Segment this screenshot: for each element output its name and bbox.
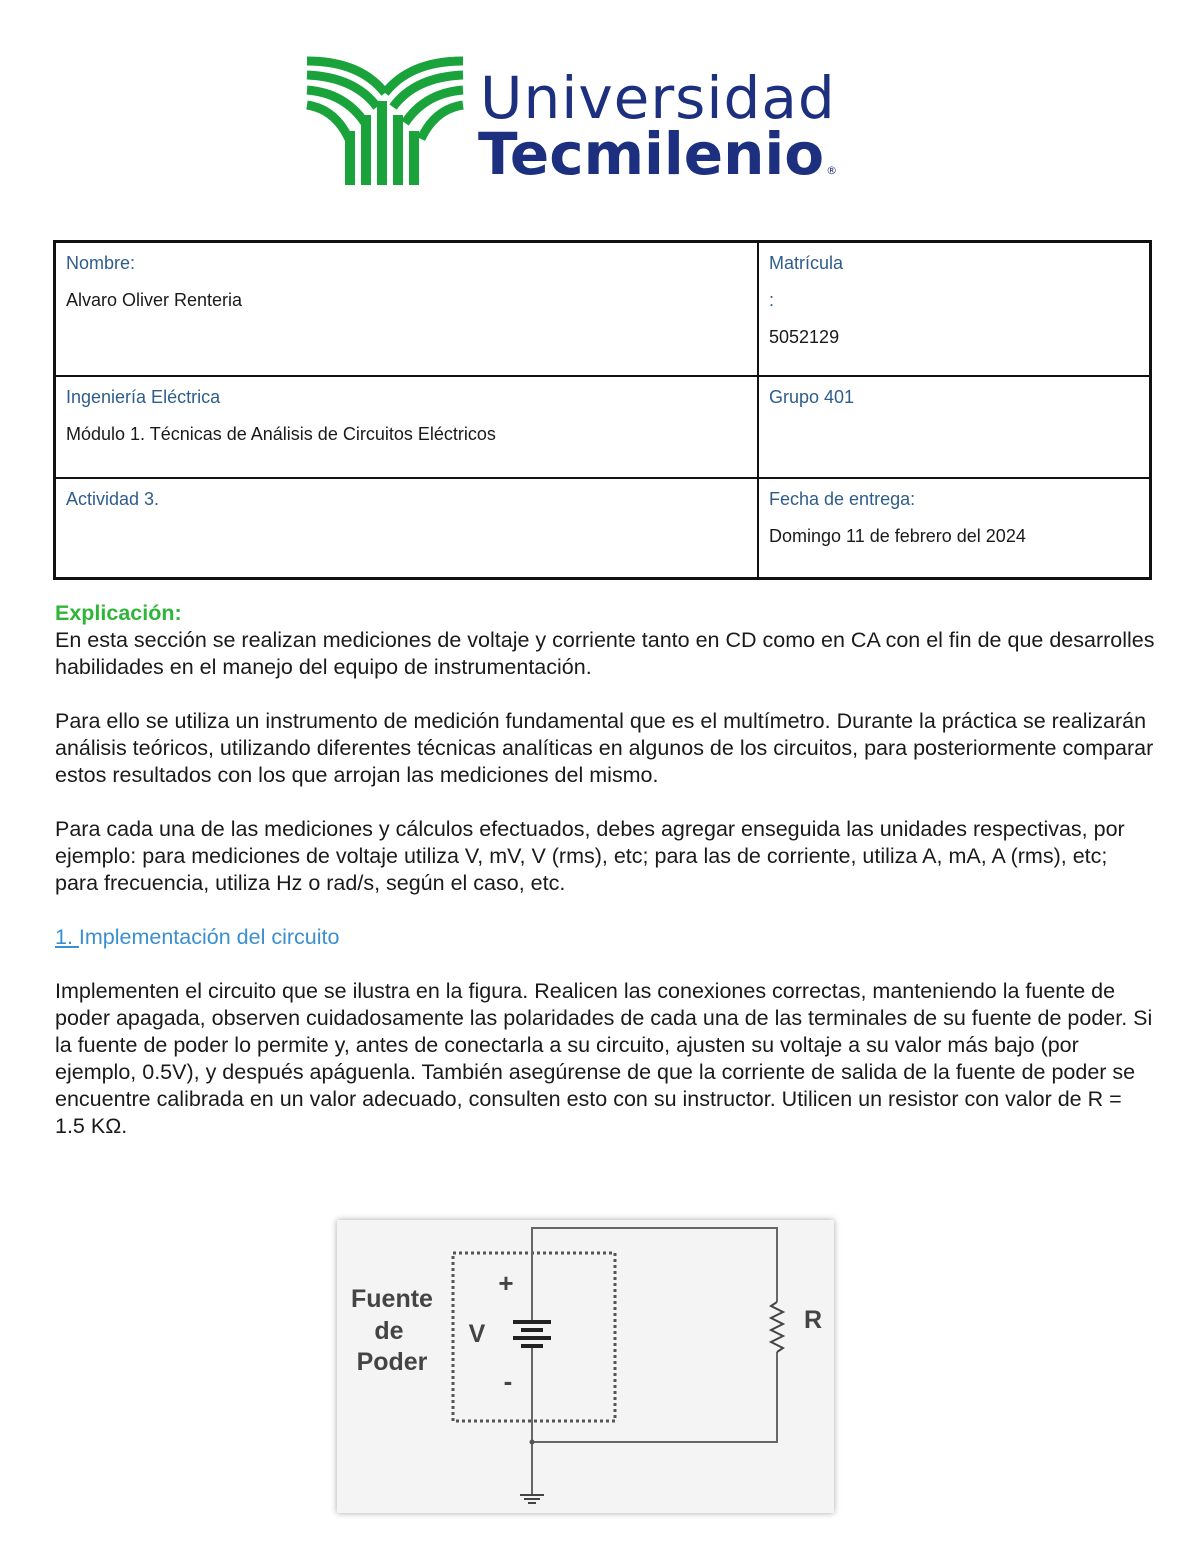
resistor-label: R <box>803 1306 823 1334</box>
fecha-cell <box>758 478 1151 579</box>
matricula-colon: : <box>769 290 775 310</box>
student-info-table <box>53 240 1152 580</box>
paragraph-1: En esta sección se realizan mediciones de voltaje y corriente tanto en CD como en CA con el fin de que desarrolles habilidades en el manejo del equipo de instrumentación. <box>55 628 1155 679</box>
grupo-cell <box>758 376 1151 478</box>
document-body <box>55 600 1155 1167</box>
circuit-figure <box>337 1220 834 1513</box>
circuit-wire-bottom <box>532 1348 777 1442</box>
voltage-label: V <box>468 1320 486 1348</box>
matricula-label: Matrícula <box>769 253 844 273</box>
nombre-cell <box>55 242 759 377</box>
junction-dot <box>530 1440 535 1445</box>
section-number: 1. <box>55 925 79 949</box>
logo-line-2-text: Tecmilenio <box>478 120 825 188</box>
minus-label: - <box>503 1366 513 1396</box>
matricula-value: 5052129 <box>769 327 840 347</box>
carrera-label: Ingeniería Eléctrica <box>66 387 221 407</box>
tecmilenio-tree-icon <box>305 53 465 188</box>
matricula-cell <box>758 242 1151 377</box>
logo-line-2 <box>478 120 837 188</box>
actividad-label: Actividad 3. <box>66 489 160 509</box>
section-title <box>55 924 1155 951</box>
paragraph-4: Implementen el circuito que se ilustra en la figura. Realicen las conexiones correctas, manteniendo la fuente de poder apagada, observen cuidadosamente las polaridades de cada una de las terminales de su fuente de poder. Si la fuente de poder lo permite y, antes de conectarla a su circuito, ajusten su voltaje a su valor más bajo (por ejemplo, 0.5V), y después apáguenla. También asegúrense de que la corriente de salida de la fuente de poder se encuentre calibrada en un valor adecuado, consulten esto con su instructor. Utilicen un resistor con valor de R = 1.5 KΩ. <box>55 979 1153 1138</box>
section-heading: Explicación: <box>55 601 182 625</box>
modulo-value: Módulo 1. Técnicas de Análisis de Circuitos Eléctricos <box>66 424 496 444</box>
university-logo <box>300 48 900 188</box>
plus-label: + <box>498 1268 514 1298</box>
section-title-text: Implementación del circuito <box>78 925 340 949</box>
paragraph-3: Para cada una de las mediciones y cálculos efectuados, debes agregar enseguida las unidades respectivas, por ejemplo: para mediciones de voltaje utiliza V, mV, V (rms), etc; para las de corriente, utiliza A, mA, A (rms), etc; para frecuencia, utiliza Hz o rad/s, según el caso, etc. <box>55 817 1125 895</box>
resistor-symbol <box>771 1302 783 1352</box>
fuente-label-1: Fuente <box>351 1285 433 1313</box>
fecha-value: Domingo 11 de febrero del 2024 <box>769 526 1026 546</box>
fuente-label-2: de <box>374 1317 404 1345</box>
registered-mark: ® <box>826 164 838 177</box>
circuit-diagram <box>337 1220 834 1513</box>
nombre-label: Nombre: <box>66 253 136 273</box>
nombre-value: Alvaro Oliver Renteria <box>66 290 243 310</box>
circuit-wire <box>532 1228 777 1320</box>
paragraph-2: Para ello se utiliza un instrumento de medición fundamental que es el multímetro. Durante la práctica se realizarán análisis teóricos, utilizando diferentes técnicas analíticas en algunos de los circuitos, para posteriormente comparar estos resultados con los que arrojan las mediciones del mismo. <box>55 709 1154 787</box>
fuente-label-3: Poder <box>356 1348 428 1376</box>
grupo-label: Grupo 401 <box>769 387 855 407</box>
actividad-cell <box>55 478 759 579</box>
carrera-cell <box>55 376 759 478</box>
fecha-label: Fecha de entrega: <box>769 489 916 509</box>
logo-line-1: Universidad <box>480 64 836 132</box>
